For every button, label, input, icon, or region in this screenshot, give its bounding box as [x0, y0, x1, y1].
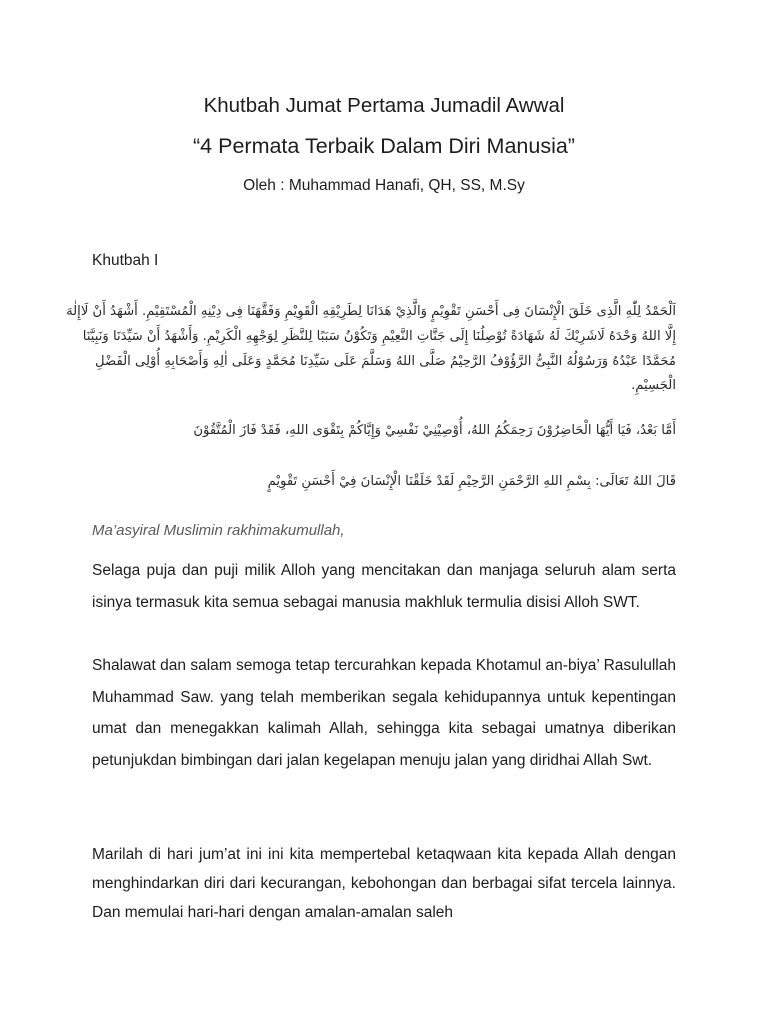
arabic-opening-line2: إِلَّا اللهُ وَحْدَهُ لَاشَرِيْكَ لَهُ شَهَادَةً تُوْصِلُنَا إِلَى جَنَّاتِ النَّعِيْمِ وَتَكُوْنُ سَبَبًا لِلنَّظَرِ لِوَجْهِهِ الْكَرِيْمِ. وَأَشْهَدُ أَنْ سَيِّدَنَا وَنَبِيَّنَا	[82, 329, 676, 344]
paragraph-2: Shalawat dan salam semoga tetap tercurahkan kepada Khotamul an-biya’ Rasulullah Muhammad Saw. yang telah memberikan segala kehidupannya untuk kepentingan umat dan menegakkan kalimah Allah, sehingga kita sebagai umatnya diberikan petunjukdan bimbingan dari jalan kegelapan menuju jalan yang diridhai Allah Swt.	[92, 657, 676, 769]
arabic-quran-block	[92, 474, 676, 496]
document-title-line1: Khutbah Jumat Pertama Jumadil Awwal	[203, 94, 565, 117]
arabic-amma-badu-block	[92, 423, 676, 445]
arabic-opening-line1: اَلْحَمْدُ لِلّٰهِ الَّذِى خَلَقَ الْإِنْسَانَ فِى أَحْسَنِ تَقْوِيْمٍ وَالَّذِيْ هَدَانَا لِطَرِيْقِهِ الْقَوِيْمِ وَفَقَّهَنَا فِى دِيْنِهِ الْمُسْتَقِيْمِ. أَشْهَدُ أَنْ لَاإِلٰهَ	[66, 304, 676, 319]
arabic-opening-line3: مُحَمَّدًا عَبْدُهُ وَرَسُوْلُهُ النَّبِىُّ الرَّؤُوْفُ الرَّحِيْمُ صَلَّى اللهُ وَسَلَّمَ عَلَى سَيِّدِنَا مُحَمَّدٍ وَعَلَى اٰلِهِ وَأَصْحَابِهِ أُوْلِى الْفَضْلِ	[95, 354, 676, 369]
document-author: Oleh : Muhammad Hanafi, QH, SS, M.Sy	[243, 177, 525, 194]
paragraph-3: Marilah di hari jum’at ini ini kita mempertebal ketaqwaan kita kepada Allah dengan menghindarkan diri dari kecurangan, kebohongan dan berbagai sifat tercela lainnya. Dan memulai hari-hari dengan amalan-amalan saleh	[92, 846, 676, 921]
arabic-quran-verse: قَالَ اللهُ تَعَالَى: بِسْمِ اللهِ الرَّحْمَنِ الرَّحِيْمِ لَقَدْ خَلَقْنَا الْإِنْسَانَ فِيْ أَحْسَنِ تَقْوِيْمٍ	[267, 474, 676, 489]
arabic-opening-line4: الْجَسِيْمِ.	[631, 378, 676, 393]
arabic-opening-block	[66, 304, 676, 394]
arabic-amma-badu: أَمَّا بَعْدُ، فَيَا أَيُّهَا الْحَاضِرُوْنَ رَحِمَكُمُ اللهُ، أُوْصِيْنِيْ نَفْسِيْ وَإِيَّاكُمْ بِتَقْوَى اللهِ، فَقَدْ فَازَ الْمُتَّقُوْنَ	[193, 423, 676, 438]
greeting: Ma’asyiral Muslimin rakhimakumullah,	[92, 522, 345, 539]
paragraph-1: Selaga puja dan puji milik Alloh yang mencitakan dan manjaga seluruh alam serta isinya termasuk kita semua sebagai manusia makhluk termulia disisi Alloh SWT.	[92, 562, 676, 611]
document-title-line2: “4 Permata Terbaik Dalam Diri Manusia”	[193, 134, 575, 158]
section-heading: Khutbah I	[92, 252, 159, 269]
